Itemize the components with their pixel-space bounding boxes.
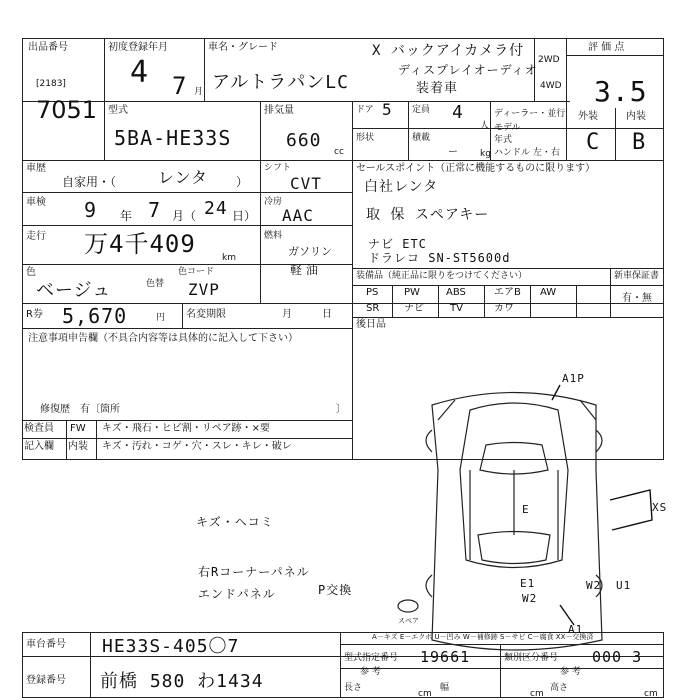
score-label: 評 価 点 [588,42,625,53]
sales-line-1: 白社レンタ [364,179,439,195]
note-corner-panel: 右Rコーナーパネル [198,565,310,579]
length-label: 長さ [344,683,363,693]
class-label: 類別区分番号 [504,653,559,663]
interior-label: 内装 [626,111,646,122]
inspection-label: 車検 [26,197,46,208]
load-unit: kg [480,149,491,159]
width-label: 幅 [440,683,450,693]
rear-item-label: 後日品 [356,319,386,330]
displacement-unit: cc [334,147,344,157]
warranty-value: 有・無 [622,293,652,304]
listing-code: [2183] [36,79,66,89]
equip-navi: ナビ [404,303,424,314]
cert-value: 19661 [420,648,471,666]
inspection-month-unit: 月（ [172,209,197,223]
displacement-label: 排気量 [264,105,294,116]
equip-aw: AW [540,287,557,298]
legend: A－キズ E－エクボ U－凹み W－補修跡 S－サビ C－腐食 XX－交換済 [372,633,594,641]
sales-point-label: セールスポイント（正常に機能するものに限ります） [356,163,596,174]
inspection-day: 24 [204,198,228,219]
equip-pw: PW [404,287,420,298]
color-code-label: 色コード [178,267,215,277]
spare-label: スペア [398,617,419,625]
interior-grade: B [632,130,647,155]
equip-sr: SR [366,303,380,314]
history-suffix: ） [236,175,249,189]
drive-2wd: 2WD [538,55,560,65]
first-reg-year: 4 [130,55,150,90]
cm-unit-3: cm [644,689,658,699]
class-value: 000 3 [592,648,643,666]
equip-ps: PS [366,287,379,298]
listing-number: 7051 [36,96,98,124]
inspection-month: 7 [148,198,162,222]
mark-e: E [522,503,530,516]
recycle-label: R券 [26,309,43,320]
note-p-exchange: P交換 [318,583,353,597]
color-change-label: 色替 [146,279,165,289]
registration-label: 登録番号 [26,675,66,686]
fuel-gasoline: ガソリン [288,245,332,258]
first-reg-month: 7 [172,72,188,100]
fuel-label: 燃料 [264,231,283,241]
model-year-label: モデル [494,123,521,133]
fuel-diesel: 軽 油 [290,263,318,277]
check-int-items: キズ・汚れ・コゲ・穴・スレ・キレ・破レ [102,441,292,452]
model-value: 5BA-HE33S [114,126,232,150]
height-label: 高さ [550,683,569,693]
registration-value: 前橋 580 わ1434 [100,671,264,692]
listing-number-label: 出品番号 [28,42,68,53]
color-value: ベージュ [36,280,112,301]
sales-line-2: 取 保 スペアキー [366,207,490,223]
ac-label: 冷房 [264,197,283,207]
sales-line-4: ドラレコ SN-ST5600d [368,251,511,265]
year-label: 年式 [494,135,513,145]
mark-a1p: A1P [562,372,585,385]
shift-label: シフト [264,163,292,173]
inspection-year-unit: 年 [120,209,133,223]
history-prefix: 自家用・（ [62,175,117,189]
shift-value: CVT [290,174,322,193]
notes-label: 注意事項申告欄（不具合内容等は具体的に記入して下さい） [28,333,298,344]
exterior-grade: C [586,130,601,155]
check-label-2: 記入欄 [24,441,54,452]
ref-label-2: 参 考 [560,667,581,677]
repair-label: 修復歴 有〔箇所 [40,404,120,415]
repair-end: 〕 [336,404,346,415]
mileage-label: 走行 [26,231,46,242]
cert-label: 型式指定番号 [344,653,399,663]
dealer-label: ディーラー・並行 [494,109,566,119]
equip-leather: カワ [494,303,514,314]
inspection-day-unit: 日） [232,209,257,223]
capacity-label: 定員 [412,105,431,115]
exterior-label: 外装 [578,111,598,122]
score-value: 3.5 [594,75,648,108]
warranty-label: 新車保証書 [614,271,660,281]
mark-xs: XS [652,501,668,514]
capacity-value: 4 [452,102,464,123]
mark-w2-right: W2 [586,579,602,592]
check-fw-items: キズ・飛石・ヒビ割・リペア跡・×要 [102,423,270,434]
inspection-year: 9 [84,198,98,222]
grade-note-2: ディスプレイオーディオ [398,63,538,77]
history-label: 車歴 [26,163,46,174]
equip-abs: ABS [446,287,466,298]
grade-note-3: 装着車 [416,81,459,96]
model-label: 型式 [108,105,128,116]
ac-value: AAC [282,206,314,225]
recycle-unit: 円 [156,313,166,323]
chassis-value: HE33S-405〇7 [102,636,240,657]
drive-4wd: 4WD [540,81,562,91]
shape-label: 形状 [356,133,375,143]
handle-label: ハンドル 左・右 [494,148,560,158]
check-label-1: 検査員 [24,423,54,434]
recycle-value: 5,670 [62,304,128,328]
sales-line-3: ナビ ETC [368,237,427,251]
cm-unit-1: cm [418,689,432,699]
name-change-month: 月 [282,309,292,320]
grade-note-1: X バックアイカメラ付 [372,43,525,59]
doors-value: 5 [382,100,393,119]
car-name-label: 車名・グレード [208,42,278,53]
mileage-value: 万4千409 [84,230,196,258]
note-dent: キズ・ヘコミ [196,515,274,529]
doors-label: ドア [356,105,374,115]
mark-w2-center: W2 [522,592,538,605]
equip-airbag: エアB [494,287,521,298]
check-int-label: 内装 [68,441,88,452]
capacity-unit: 人 [480,121,490,131]
chassis-label: 車台番号 [26,639,66,650]
mileage-unit: km [222,253,236,263]
first-registration-label: 初度登録年月 [108,42,168,53]
mark-e1: E1 [520,577,536,590]
equip-tv: TV [450,303,463,314]
history-value: レンタ [158,168,208,187]
mark-u1: U1 [616,579,632,592]
displacement-value: 660 [286,130,322,151]
car-name: アルトラパンLC [212,72,349,93]
check-fw-label: FW [70,423,86,434]
mark-a1: A1 [568,623,584,636]
name-change-day: 日 [322,309,332,320]
note-end-panel: エンドパネル [198,587,276,601]
color-label: 色 [26,267,36,278]
cm-unit-2: cm [530,689,544,699]
load-label: 積載 [412,133,431,143]
ref-label-1: 参 考 [360,667,381,677]
load-value: ー [448,147,458,158]
color-code: ZVP [188,280,220,299]
equipment-label: 装備品（純正品に限りをつけてください） [356,271,528,281]
name-change-label: 名変期限 [186,309,226,320]
month-unit: 月 [194,87,204,97]
